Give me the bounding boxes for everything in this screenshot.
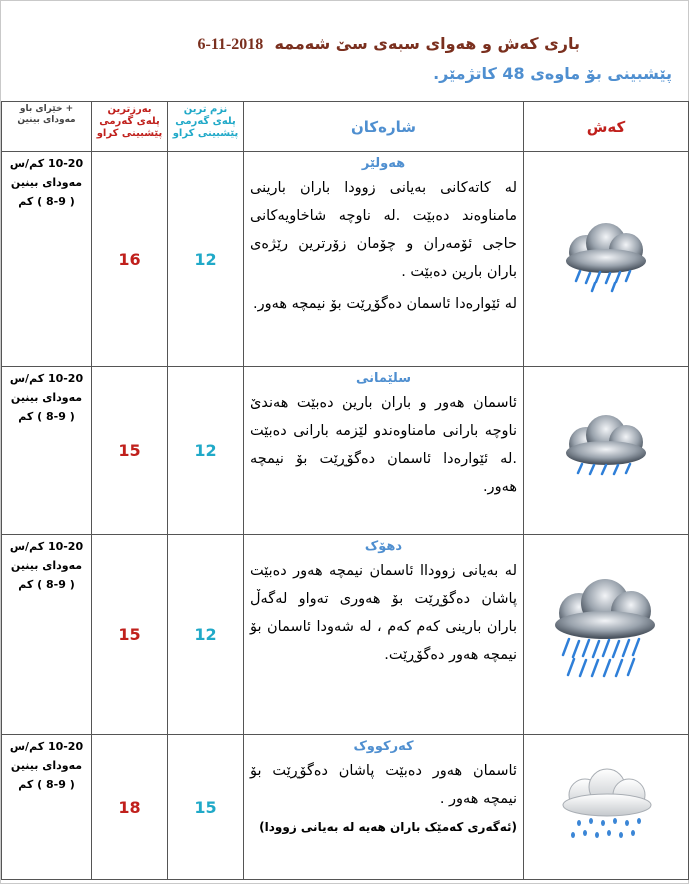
weather-icon-cell (524, 535, 689, 735)
header-wind-line2: مەودای بینین (17, 115, 76, 125)
header-weather: کەش (524, 102, 689, 152)
table-row (2, 735, 689, 880)
min-temp-cell: 12 (168, 535, 244, 735)
header-min-line2: پلەی گەرمی (175, 116, 236, 127)
cloud-rain-icon (556, 409, 656, 489)
weather-icon-cell (524, 735, 689, 880)
title-date: 2018-11-6 (197, 36, 264, 53)
min-temp-cell: 12 (168, 152, 244, 367)
forecast-text: ئاسمان هەور دەبێت پاشان دەگۆڕێت بۆ نیمچە هەور . (250, 763, 517, 807)
visibility-label: مەودای بینین (10, 759, 83, 772)
visibility-value: ( 8-9 ) کم (18, 195, 75, 208)
forecast-table (1, 101, 689, 880)
weather-icon-cell (524, 367, 689, 535)
cloud-heavy-rain-icon (556, 217, 656, 297)
city-name: هەولێر (361, 156, 406, 171)
visibility-label: مەودای بینین (10, 391, 83, 404)
wind-visibility-cell (2, 367, 92, 535)
wind-speed: 10-20 کم/س (9, 157, 84, 170)
visibility-label: مەودای بینین (10, 176, 83, 189)
city-name: دهۆک (364, 539, 403, 554)
city-cell (244, 367, 524, 535)
header-min-line3: پێشبینی کراو (172, 128, 239, 139)
table-row (2, 367, 689, 535)
table-header-row (2, 102, 689, 152)
city-name: سلێمانی (355, 371, 412, 386)
cloud-storm-rain-icon (541, 573, 671, 693)
header-max-line2: پلەی گەرمی (99, 116, 160, 127)
city-cell (244, 735, 524, 880)
visibility-value: ( 8-9 ) کم (18, 410, 75, 423)
header-max-temp (92, 102, 168, 152)
max-temp-cell: 16 (92, 152, 168, 367)
title-text: باری کەش و هەوای سبەی سێ شەممە (274, 34, 580, 53)
cloud-light-rain-icon (551, 765, 661, 845)
table-row (2, 535, 689, 735)
forecast-text: لە کاتەکانی بەیانی زوودا باران بارینی مامناوەند دەبێت .لە ناوچە شاخاویەکانی حاجی ئۆمەران و چۆمان زۆرترین رێژەی باران بارین دەبێت . (250, 180, 517, 280)
wind-visibility-cell (2, 152, 92, 367)
page-title (150, 34, 580, 54)
forecast-text: ئاسمان هەور و باران بارین دەبێت هەندێ ناوچە بارانی مامناوەندو لێزمە بارانی دەبێت .لە ئێوارەدا ئاسمان دەگۆڕێت بۆ نیمچە هەور. (250, 395, 517, 495)
wind-speed: 10-20 کم/س (9, 372, 84, 385)
header-wind-visibility (2, 102, 92, 152)
forecast-text-evening: لە ئێوارەدا ئاسمان دەگۆڕێت بۆ نیمچە هەور. (253, 296, 517, 312)
max-temp-cell: 18 (92, 735, 168, 880)
visibility-value: ( 8-9 ) کم (18, 778, 75, 791)
city-name: کەرکووک (353, 739, 414, 754)
max-temp-cell: 15 (92, 367, 168, 535)
header-max-line3: پێشبینی کراو (96, 128, 163, 139)
max-temp-cell: 15 (92, 535, 168, 735)
header-min-line1: نزم ترین (183, 104, 228, 115)
header-cities: شارەکان (244, 102, 524, 152)
visibility-label: مەودای بینین (10, 559, 83, 572)
table-row (2, 152, 689, 367)
forecast-note: (ئەگەری کەمێک باران هەیە لە بەیانی زوودا) (259, 820, 517, 834)
visibility-value: ( 8-9 ) کم (18, 578, 75, 591)
header-min-temp (168, 102, 244, 152)
header-max-line1: بەرزترین (107, 104, 152, 115)
forecast-text: لە بەیانی زووداا ئاسمان نیمچە هەور دەبێت پاشان دەگۆڕێت بۆ هەوری تەواو لەگەڵ باران بارینی کەم کەم ، لە شەودا ئاسمان بۆ نیمچە هەور دەگۆڕێت. (250, 563, 517, 663)
min-temp-cell: 12 (168, 367, 244, 535)
wind-speed: 10-20 کم/س (9, 740, 84, 753)
wind-speed: 10-20 کم/س (9, 540, 84, 553)
city-cell (244, 152, 524, 367)
wind-visibility-cell (2, 535, 92, 735)
page-subtitle: پێشبینی بۆ ماوەی 48 کاتژمێر. (433, 64, 672, 83)
wind-visibility-cell (2, 735, 92, 880)
city-cell (244, 535, 524, 735)
min-temp-cell: 15 (168, 735, 244, 880)
header-wind-line1: خێرای باو + (19, 104, 74, 114)
weather-icon-cell (524, 152, 689, 367)
